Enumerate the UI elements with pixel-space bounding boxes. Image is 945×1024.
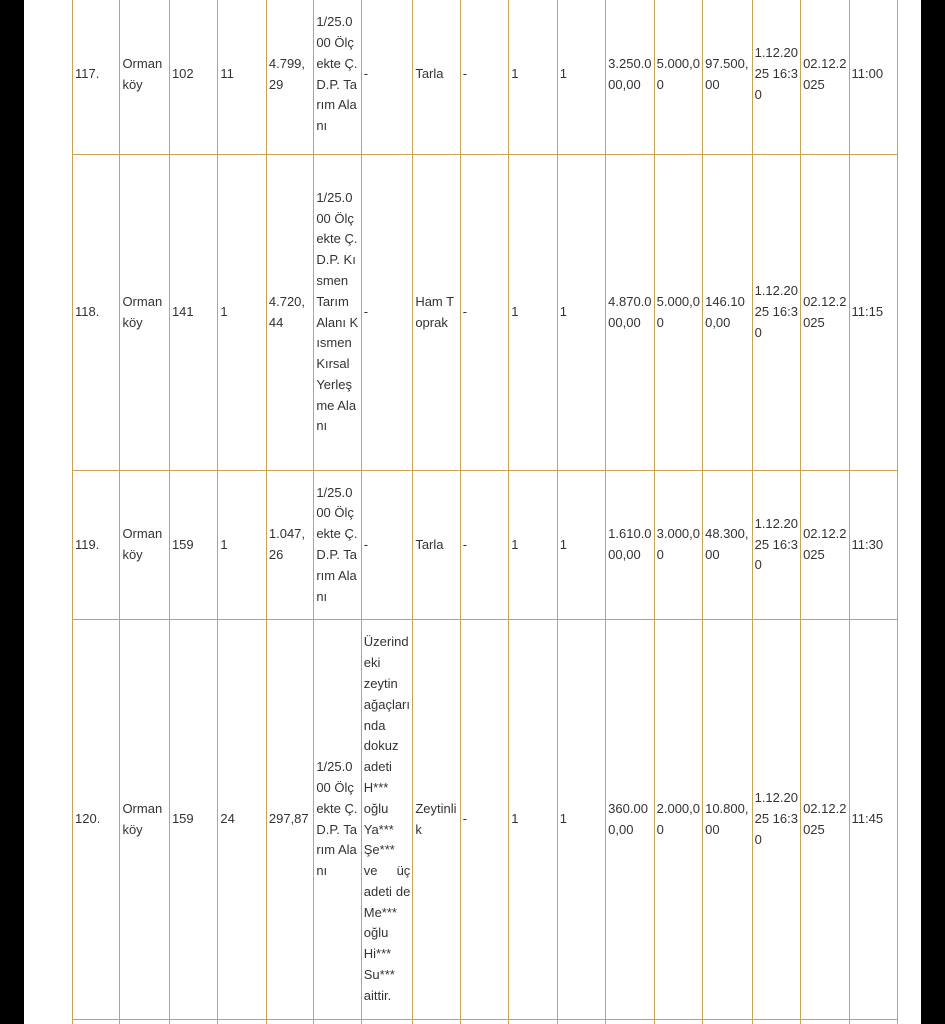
- cell-son-tarih: 1.12.2025 16:30: [752, 620, 800, 1020]
- cell-saat: 11:30: [849, 471, 897, 620]
- cell-c9: -: [460, 0, 508, 155]
- cell-mahalle: Orman köy: [120, 471, 170, 620]
- cell-alan: 1.047,26: [266, 471, 313, 620]
- document-page: [24, 0, 921, 1024]
- empty-cell: [266, 1020, 313, 1024]
- cell-ada: 141: [169, 155, 217, 471]
- cell-c11: 1: [557, 620, 605, 1020]
- cell-teminat-orani: 2.000,00: [654, 620, 702, 1020]
- cell-mahalle: Orman köy: [120, 155, 170, 471]
- empty-cell: [606, 1020, 654, 1024]
- empty-cell: [557, 1020, 605, 1024]
- cell-imar: 1/25.000 Ölçekte Ç.D.P. Tarım Alanı: [314, 620, 361, 1020]
- cell-bedel: 4.870.000,00: [606, 155, 654, 471]
- cell-c10: 1: [509, 620, 557, 1020]
- cell-aciklama: -: [361, 471, 413, 620]
- cell-parsel: 1: [218, 471, 266, 620]
- cell-ihale-tarih: 02.12.2025: [801, 471, 849, 620]
- empty-cell: [413, 1020, 460, 1024]
- cell-saat: 11:45: [849, 620, 897, 1020]
- cell-bedel: 1.610.000,00: [606, 471, 654, 620]
- cell-ihale-tarih: 02.12.2025: [801, 0, 849, 155]
- empty-cell: [703, 1020, 753, 1024]
- cell-nitelik: Tarla: [413, 0, 460, 155]
- cell-aciklama: -: [361, 155, 413, 471]
- cell-teminat-orani: 5.000,00: [654, 155, 702, 471]
- cell-imar: 1/25.000 Ölçekte Ç.D.P. Tarım Alanı: [314, 471, 361, 620]
- cell-parsel: 1: [218, 155, 266, 471]
- cell-c11: 1: [557, 155, 605, 471]
- auction-table: [72, 0, 898, 1024]
- cell-alan: 297,87: [266, 620, 313, 1020]
- cell-teminat-orani: 3.000,00: [654, 471, 702, 620]
- cell-c9: -: [460, 471, 508, 620]
- cell-no: 120.: [73, 620, 120, 1020]
- cell-imar: 1/25.000 Ölçekte Ç.D.P. Kısmen Tarım Alanı Kısmen Kırsal Yerleşme Alanı: [314, 155, 361, 471]
- empty-cell: [120, 1020, 170, 1024]
- cell-mahalle: Orman köy: [120, 620, 170, 1020]
- empty-cell: [509, 1020, 557, 1024]
- empty-cell: [752, 1020, 800, 1024]
- cell-teminat: 146.100,00: [703, 155, 753, 471]
- empty-cell: [73, 1020, 120, 1024]
- table-row: [73, 0, 898, 155]
- empty-cell: [801, 1020, 849, 1024]
- cell-aciklama: -: [361, 0, 413, 155]
- empty-cell: [169, 1020, 217, 1024]
- cell-no: 118.: [73, 155, 120, 471]
- cell-mahalle: Orman köy: [120, 0, 170, 155]
- cell-bedel: 3.250.000,00: [606, 0, 654, 155]
- cell-bedel: 360.000,00: [606, 620, 654, 1020]
- cell-aciklama: Üzerindeki zeytin ağaçlarında dokuz adeti H*** oğlu Ya*** Şe*** ve üç adeti de Me*** oğlu Hi*** Su*** aittir.: [361, 620, 413, 1020]
- empty-cell: [654, 1020, 702, 1024]
- table-row-partial: [73, 1020, 898, 1024]
- cell-nitelik: Ham Toprak: [413, 155, 460, 471]
- cell-son-tarih: 1.12.2025 16:30: [752, 155, 800, 471]
- empty-cell: [314, 1020, 361, 1024]
- cell-ihale-tarih: 02.12.2025: [801, 155, 849, 471]
- cell-alan: 4.799,29: [266, 0, 313, 155]
- cell-alan: 4.720,44: [266, 155, 313, 471]
- cell-c10: 1: [509, 155, 557, 471]
- cell-no: 117.: [73, 0, 120, 155]
- table-body: [73, 0, 898, 1024]
- cell-c9: -: [460, 155, 508, 471]
- cell-parsel: 11: [218, 0, 266, 155]
- cell-c11: 1: [557, 471, 605, 620]
- cell-ada: 159: [169, 471, 217, 620]
- cell-son-tarih: 1.12.2025 16:30: [752, 471, 800, 620]
- table-row: [73, 471, 898, 620]
- cell-saat: 11:15: [849, 155, 897, 471]
- cell-no: 119.: [73, 471, 120, 620]
- cell-c9: -: [460, 620, 508, 1020]
- empty-cell: [361, 1020, 413, 1024]
- cell-ada: 159: [169, 620, 217, 1020]
- cell-nitelik: Tarla: [413, 471, 460, 620]
- cell-c10: 1: [509, 471, 557, 620]
- cell-son-tarih: 1.12.2025 16:30: [752, 0, 800, 155]
- empty-cell: [460, 1020, 508, 1024]
- cell-parsel: 24: [218, 620, 266, 1020]
- table-row: [73, 620, 898, 1020]
- cell-teminat: 97.500,00: [703, 0, 753, 155]
- cell-teminat: 10.800,00: [703, 620, 753, 1020]
- cell-c11: 1: [557, 0, 605, 155]
- cell-nitelik: Zeytinlik: [413, 620, 460, 1020]
- empty-cell: [218, 1020, 266, 1024]
- cell-teminat-orani: 5.000,00: [654, 0, 702, 155]
- table-row: [73, 155, 898, 471]
- cell-c10: 1: [509, 0, 557, 155]
- cell-teminat: 48.300,00: [703, 471, 753, 620]
- empty-cell: [849, 1020, 897, 1024]
- cell-ada: 102: [169, 0, 217, 155]
- cell-ihale-tarih: 02.12.2025: [801, 620, 849, 1020]
- cell-saat: 11:00: [849, 0, 897, 155]
- cell-imar: 1/25.000 Ölçekte Ç.D.P. Tarım Alanı: [314, 0, 361, 155]
